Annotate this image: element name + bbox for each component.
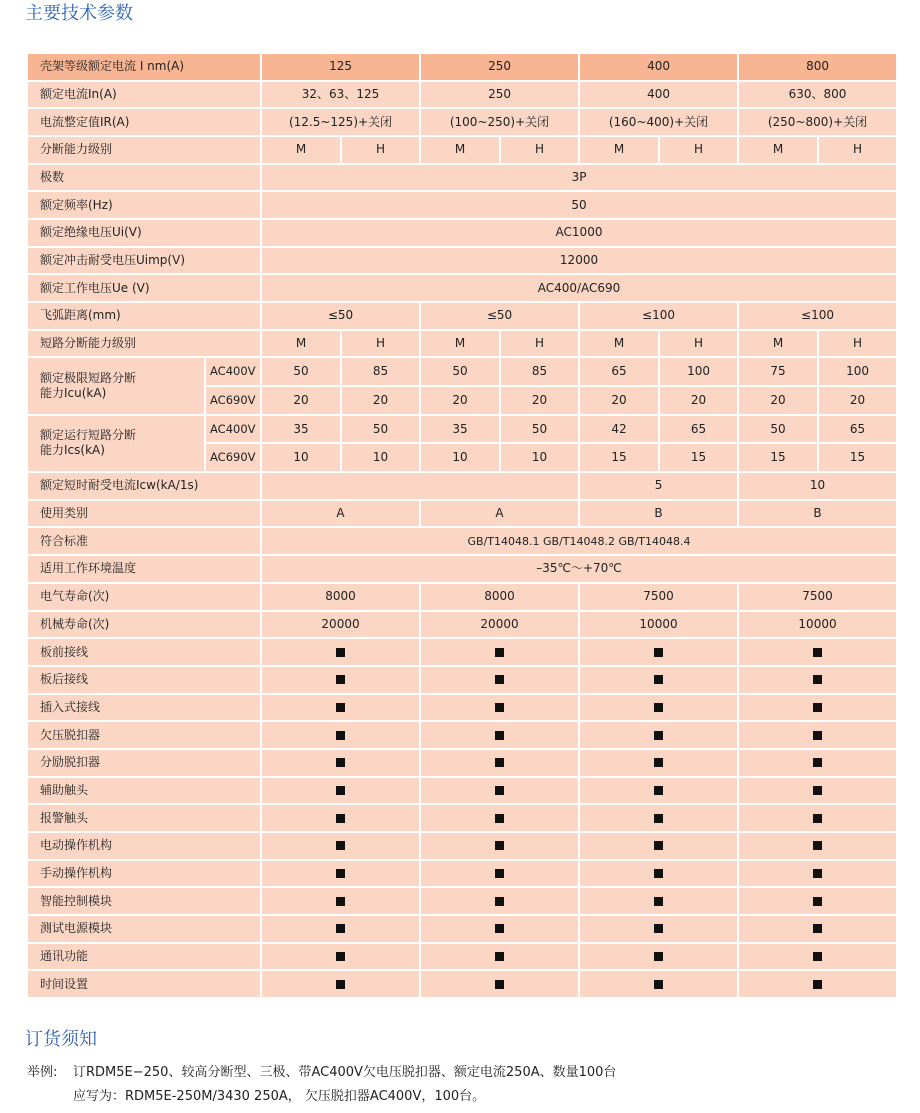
filled-square-icon <box>336 731 345 740</box>
row-label: 短路分断能力级别 <box>27 330 261 358</box>
value-cell: 50 <box>420 357 500 386</box>
value-cell: 35 <box>420 415 500 444</box>
row-rated-current <box>27 81 897 109</box>
value-cell: 32、63、125 <box>261 81 420 109</box>
row-frequency <box>27 191 897 219</box>
accessory-mark-cell <box>579 638 738 666</box>
accessory-label: 测试电源模块 <box>27 915 261 943</box>
row-label: 额定冲击耐受电压Uimp(V) <box>27 247 261 275</box>
value-cell: 42 <box>579 415 659 444</box>
filled-square-icon <box>495 841 504 850</box>
value-cell: 250 <box>420 81 579 109</box>
row-accessory <box>27 860 897 888</box>
filled-square-icon <box>495 980 504 989</box>
value-cell: H <box>659 330 738 358</box>
accessory-mark-cell <box>420 804 579 832</box>
row-temperature <box>27 555 897 583</box>
row-accessory <box>27 832 897 860</box>
voltage-label: AC400V <box>205 415 261 444</box>
row-label: 机械寿命(次) <box>27 611 261 639</box>
accessory-mark-cell <box>579 915 738 943</box>
row-label: 飞弧距离(mm) <box>27 302 261 330</box>
accessory-mark-cell <box>738 666 897 694</box>
accessory-mark-cell <box>738 860 897 888</box>
value-cell: 50 <box>261 191 897 219</box>
accessory-mark-cell <box>420 887 579 915</box>
value-cell: 7500 <box>579 583 738 611</box>
filled-square-icon <box>813 758 822 767</box>
row-label: 分断能力级别 <box>27 136 261 164</box>
label-line: 额定运行短路分断 <box>40 428 137 443</box>
accessory-mark-cell <box>738 915 897 943</box>
row-electrical-life <box>27 583 897 611</box>
row-arc-distance <box>27 302 897 330</box>
value-cell: H <box>341 330 420 358</box>
value-cell: 20 <box>500 386 579 415</box>
filled-square-icon <box>495 814 504 823</box>
accessory-mark-cell <box>261 666 420 694</box>
accessory-mark-cell <box>261 694 420 722</box>
filled-square-icon <box>654 869 663 878</box>
value-cell: 15 <box>659 443 738 472</box>
row-accessory <box>27 721 897 749</box>
row-current-setting <box>27 108 897 136</box>
filled-square-icon <box>336 814 345 823</box>
accessory-mark-cell <box>420 638 579 666</box>
filled-square-icon <box>813 703 822 712</box>
accessory-mark-cell <box>420 694 579 722</box>
value-cell: 20 <box>659 386 738 415</box>
accessory-label: 分励脱扣器 <box>27 749 261 777</box>
frame-250: 250 <box>420 53 579 81</box>
row-accessory <box>27 694 897 722</box>
value-cell: M <box>261 330 341 358</box>
ordering-result: 应写为：RDM5E-250M/3430 250A， 欠压脱扣器AC400V，100台。 <box>73 1089 486 1104</box>
accessory-label: 欠压脱扣器 <box>27 721 261 749</box>
label-line: 额定极限短路分断 <box>40 371 137 386</box>
value-cell: H <box>659 136 738 164</box>
row-label: 额定绝缘电压Ui(V) <box>27 219 261 247</box>
filled-square-icon <box>495 675 504 684</box>
spec-table-body <box>27 53 897 998</box>
value-cell: (12.5~125)+关闭 <box>261 108 420 136</box>
value-cell: 50 <box>500 415 579 444</box>
value-cell: H <box>818 136 897 164</box>
accessory-label: 智能控制模块 <box>27 887 261 915</box>
example-label: 举例: <box>27 1065 58 1080</box>
accessory-mark-cell <box>420 721 579 749</box>
value-cell: M <box>738 136 818 164</box>
value-cell: AC1000 <box>261 219 897 247</box>
value-cell: A <box>261 500 420 528</box>
row-accessory <box>27 749 897 777</box>
row-label: 适用工作环境温度 <box>27 555 261 583</box>
row-breaking-class <box>27 136 897 164</box>
value-cell: 10 <box>420 443 500 472</box>
value-cell: M <box>579 330 659 358</box>
label-line: 能力Ics(kA) <box>40 443 105 458</box>
accessory-mark-cell <box>261 749 420 777</box>
value-cell: 65 <box>818 415 897 444</box>
accessory-mark-cell <box>579 970 738 998</box>
row-label: 符合标准 <box>27 527 261 555</box>
row-icw <box>27 472 897 500</box>
filled-square-icon <box>813 786 822 795</box>
value-cell: 20 <box>420 386 500 415</box>
accessory-mark-cell <box>738 804 897 832</box>
filled-square-icon <box>654 814 663 823</box>
value-cell: 10 <box>738 472 897 500</box>
row-mechanical-life <box>27 611 897 639</box>
filled-square-icon <box>654 675 663 684</box>
filled-square-icon <box>495 786 504 795</box>
filled-square-icon <box>495 648 504 657</box>
row-accessory <box>27 804 897 832</box>
value-cell: 75 <box>738 357 818 386</box>
filled-square-icon <box>336 869 345 878</box>
row-poles <box>27 164 897 192</box>
value-cell: H <box>500 330 579 358</box>
value-cell: 10000 <box>738 611 897 639</box>
row-accessory <box>27 638 897 666</box>
value-cell: 3P <box>261 164 897 192</box>
accessory-label: 电动操作机构 <box>27 832 261 860</box>
accessory-mark-cell <box>261 777 420 805</box>
filled-square-icon <box>654 980 663 989</box>
filled-square-icon <box>654 786 663 795</box>
filled-square-icon <box>813 869 822 878</box>
accessory-mark-cell <box>261 804 420 832</box>
value-cell: 10 <box>261 443 341 472</box>
filled-square-icon <box>336 758 345 767</box>
value-cell: M <box>420 136 500 164</box>
row-accessory <box>27 887 897 915</box>
accessory-mark-cell <box>579 721 738 749</box>
accessory-mark-cell <box>579 777 738 805</box>
accessory-label: 报警触头 <box>27 804 261 832</box>
empty-cell <box>261 472 579 500</box>
ics-label <box>27 415 205 472</box>
accessory-mark-cell <box>261 721 420 749</box>
accessory-mark-cell <box>420 943 579 971</box>
row-label: 使用类别 <box>27 500 261 528</box>
accessory-label: 板后接线 <box>27 666 261 694</box>
row-impulse-voltage <box>27 247 897 275</box>
row-category <box>27 500 897 528</box>
filled-square-icon <box>813 731 822 740</box>
filled-square-icon <box>813 841 822 850</box>
accessory-mark-cell <box>261 638 420 666</box>
filled-square-icon <box>495 703 504 712</box>
value-cell: 10000 <box>579 611 738 639</box>
row-accessory <box>27 666 897 694</box>
accessory-label: 辅助触头 <box>27 777 261 805</box>
row-label: 电流整定值IR(A) <box>27 108 261 136</box>
ordering-example <box>27 1063 616 1083</box>
frame-400: 400 <box>579 53 738 81</box>
accessory-mark-cell <box>738 721 897 749</box>
value-cell: 10 <box>500 443 579 472</box>
value-cell: –35℃～+70℃ <box>261 555 897 583</box>
accessory-label: 插入式接线 <box>27 694 261 722</box>
accessory-mark-cell <box>579 943 738 971</box>
accessory-label: 时间设置 <box>27 970 261 998</box>
accessory-mark-cell <box>420 915 579 943</box>
accessory-mark-cell <box>738 943 897 971</box>
example-text: 订RDM5E−250、较高分断型、三极、带AC400V欠电压脱扣器、额定电流250A、数量100台 <box>73 1065 617 1080</box>
section-title-ordering: 订货须知 <box>25 1029 97 1050</box>
filled-square-icon <box>495 758 504 767</box>
accessory-mark-cell <box>261 860 420 888</box>
accessory-label: 手动操作机构 <box>27 860 261 888</box>
value-cell: 630、800 <box>738 81 897 109</box>
value-cell: 85 <box>341 357 420 386</box>
value-cell: H <box>341 136 420 164</box>
accessory-mark-cell <box>738 887 897 915</box>
filled-square-icon <box>813 675 822 684</box>
voltage-label: AC400V <box>205 357 261 386</box>
value-cell: 85 <box>500 357 579 386</box>
filled-square-icon <box>654 703 663 712</box>
value-cell: M <box>738 330 818 358</box>
accessory-mark-cell <box>738 638 897 666</box>
accessory-mark-cell <box>579 887 738 915</box>
filled-square-icon <box>495 924 504 933</box>
value-cell: B <box>738 500 897 528</box>
row-operating-voltage <box>27 274 897 302</box>
row-label: 额定短时耐受电流Icw(kA/1s) <box>27 472 261 500</box>
value-cell: 100 <box>818 357 897 386</box>
filled-square-icon <box>336 648 345 657</box>
value-cell: ≤100 <box>738 302 897 330</box>
accessory-mark-cell <box>738 970 897 998</box>
accessory-mark-cell <box>579 749 738 777</box>
filled-square-icon <box>813 648 822 657</box>
value-cell: 50 <box>261 357 341 386</box>
value-cell: 35 <box>261 415 341 444</box>
row-insulation-voltage <box>27 219 897 247</box>
icu-label <box>27 357 205 414</box>
filled-square-icon <box>336 897 345 906</box>
accessory-mark-cell <box>579 694 738 722</box>
spec-table <box>26 52 898 999</box>
row-label: 极数 <box>27 164 261 192</box>
voltage-label: AC690V <box>205 443 261 472</box>
value-cell: 20000 <box>420 611 579 639</box>
row-short-circuit-class <box>27 330 897 358</box>
filled-square-icon <box>495 731 504 740</box>
filled-square-icon <box>336 786 345 795</box>
value-cell: GB/T14048.1 GB/T14048.2 GB/T14048.4 <box>261 527 897 555</box>
accessory-mark-cell <box>738 777 897 805</box>
section-title-specs: 主要技术参数 <box>25 3 133 24</box>
value-cell: 12000 <box>261 247 897 275</box>
accessory-mark-cell <box>579 804 738 832</box>
value-cell: 65 <box>659 415 738 444</box>
filled-square-icon <box>495 869 504 878</box>
value-cell: H <box>500 136 579 164</box>
row-accessory <box>27 915 897 943</box>
value-cell: 15 <box>818 443 897 472</box>
accessory-mark-cell <box>420 860 579 888</box>
filled-square-icon <box>654 841 663 850</box>
value-cell: A <box>420 500 579 528</box>
accessory-mark-cell <box>420 749 579 777</box>
accessory-mark-cell <box>579 666 738 694</box>
accessory-mark-cell <box>261 970 420 998</box>
accessory-mark-cell <box>738 832 897 860</box>
accessory-mark-cell <box>261 943 420 971</box>
filled-square-icon <box>654 897 663 906</box>
value-cell: (100~250)+关闭 <box>420 108 579 136</box>
filled-square-icon <box>336 980 345 989</box>
accessory-label: 通讯功能 <box>27 943 261 971</box>
value-cell: 50 <box>738 415 818 444</box>
label-line: 能力Icu(kA) <box>40 386 107 401</box>
row-icu-0 <box>27 357 897 386</box>
accessory-mark-cell <box>420 777 579 805</box>
value-cell: H <box>818 330 897 358</box>
filled-square-icon <box>654 648 663 657</box>
value-cell: 65 <box>579 357 659 386</box>
filled-square-icon <box>495 952 504 961</box>
value-cell: 8000 <box>261 583 420 611</box>
frame-125: 125 <box>261 53 420 81</box>
filled-square-icon <box>654 731 663 740</box>
row-accessory <box>27 970 897 998</box>
row-accessory <box>27 777 897 805</box>
value-cell: ≤50 <box>420 302 579 330</box>
value-cell: M <box>420 330 500 358</box>
value-cell: AC400/AC690 <box>261 274 897 302</box>
filled-square-icon <box>813 924 822 933</box>
filled-square-icon <box>336 952 345 961</box>
row-standard <box>27 527 897 555</box>
accessory-mark-cell <box>420 666 579 694</box>
value-cell: 20 <box>818 386 897 415</box>
accessory-mark-cell <box>261 887 420 915</box>
value-cell: 8000 <box>420 583 579 611</box>
value-cell: M <box>261 136 341 164</box>
value-cell: 400 <box>579 81 738 109</box>
accessory-mark-cell <box>420 970 579 998</box>
filled-square-icon <box>336 703 345 712</box>
filled-square-icon <box>336 924 345 933</box>
accessory-mark-cell <box>420 832 579 860</box>
row-ics-0 <box>27 415 897 444</box>
row-label: 电气寿命(次) <box>27 583 261 611</box>
filled-square-icon <box>495 897 504 906</box>
accessory-mark-cell <box>261 832 420 860</box>
filled-square-icon <box>336 841 345 850</box>
value-cell: 20 <box>261 386 341 415</box>
header-row <box>27 53 897 81</box>
accessory-mark-cell <box>261 915 420 943</box>
filled-square-icon <box>813 980 822 989</box>
value-cell: (250~800)+关闭 <box>738 108 897 136</box>
value-cell: 10 <box>341 443 420 472</box>
filled-square-icon <box>813 814 822 823</box>
value-cell: 15 <box>579 443 659 472</box>
value-cell: 20 <box>579 386 659 415</box>
row-accessory <box>27 943 897 971</box>
row-label: 额定频率(Hz) <box>27 191 261 219</box>
value-cell: 20 <box>738 386 818 415</box>
voltage-label: AC690V <box>205 386 261 415</box>
value-cell: 5 <box>579 472 738 500</box>
value-cell: M <box>579 136 659 164</box>
value-cell: 7500 <box>738 583 897 611</box>
value-cell: ≤100 <box>579 302 738 330</box>
value-cell: 50 <box>341 415 420 444</box>
value-cell: (160~400)+关闭 <box>579 108 738 136</box>
value-cell: 20 <box>341 386 420 415</box>
filled-square-icon <box>336 675 345 684</box>
value-cell: ≤50 <box>261 302 420 330</box>
frame-800: 800 <box>738 53 897 81</box>
header-label: 壳架等级额定电流 I nm(A) <box>27 53 261 81</box>
filled-square-icon <box>654 758 663 767</box>
filled-square-icon <box>813 897 822 906</box>
filled-square-icon <box>813 952 822 961</box>
accessory-mark-cell <box>738 749 897 777</box>
filled-square-icon <box>654 952 663 961</box>
accessory-mark-cell <box>579 832 738 860</box>
row-label: 额定电流In(A) <box>27 81 261 109</box>
accessory-mark-cell <box>738 694 897 722</box>
filled-square-icon <box>654 924 663 933</box>
value-cell: 20000 <box>261 611 420 639</box>
row-label: 额定工作电压Ue (V) <box>27 274 261 302</box>
value-cell: B <box>579 500 738 528</box>
value-cell: 15 <box>738 443 818 472</box>
accessory-label: 板前接线 <box>27 638 261 666</box>
value-cell: 100 <box>659 357 738 386</box>
accessory-mark-cell <box>579 860 738 888</box>
